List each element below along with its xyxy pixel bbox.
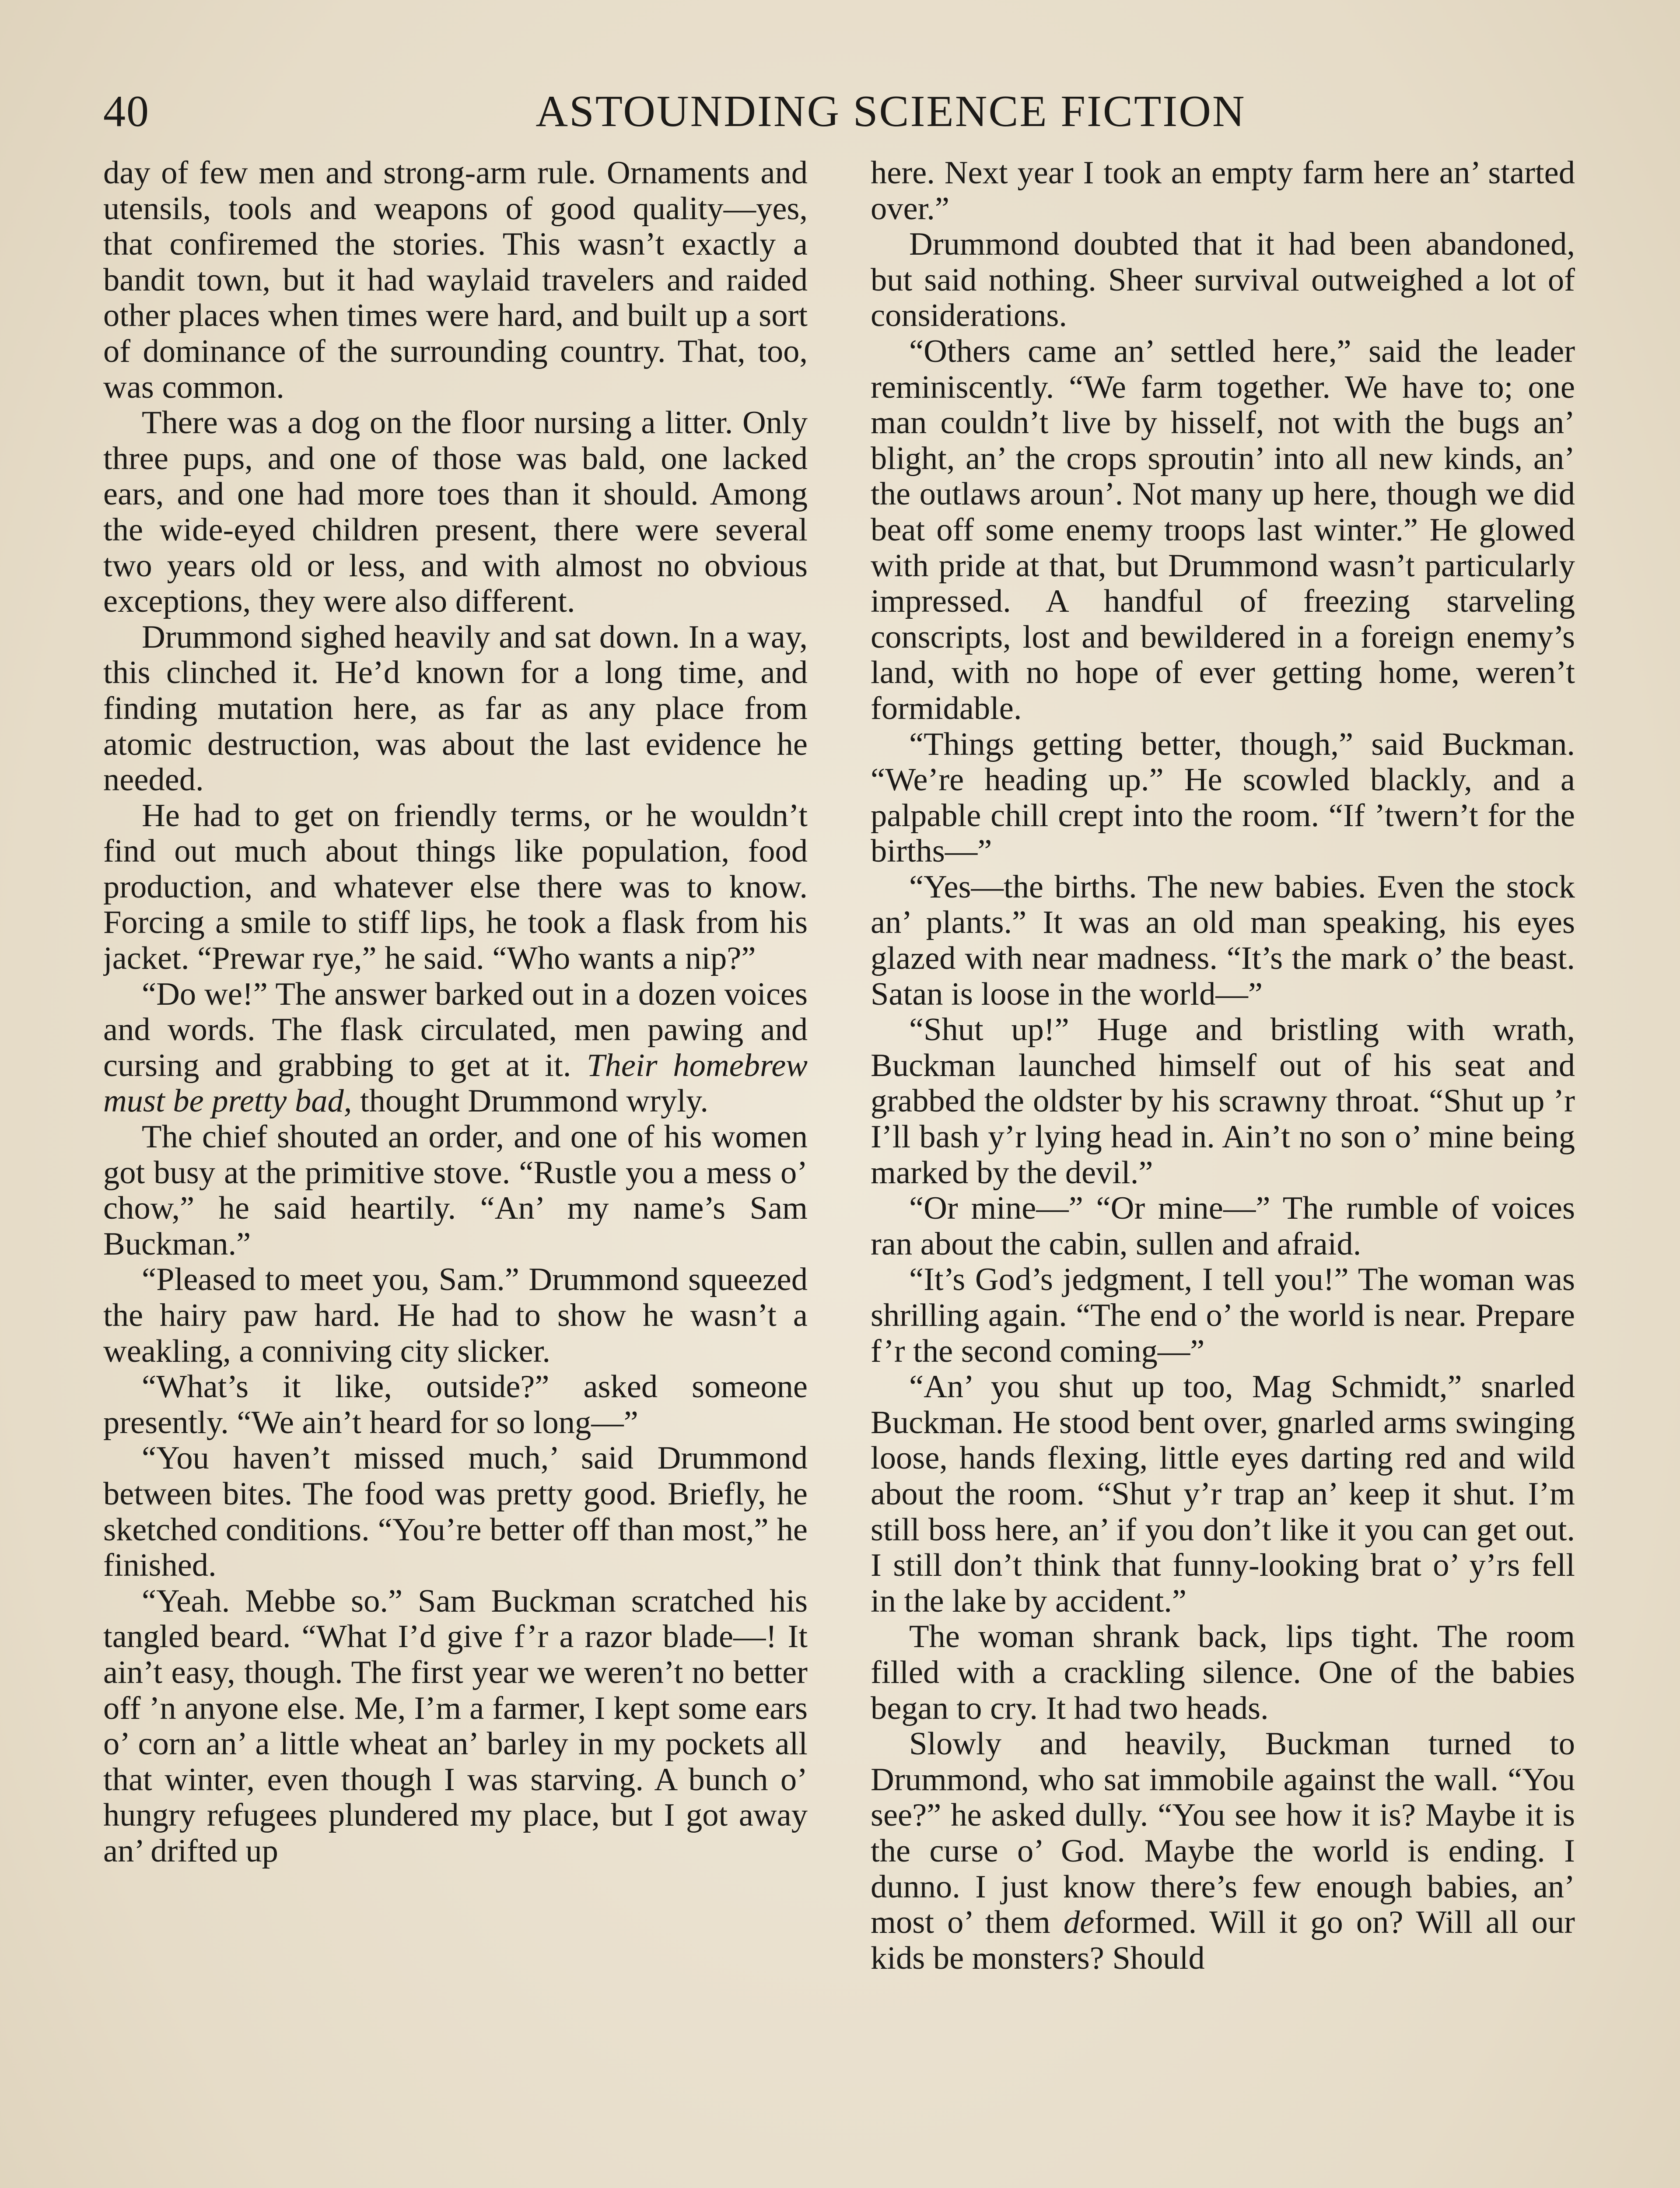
paragraph: “You haven’t missed much,’ said Drummond between bites. The food was pretty good. Briefly, he sketched conditions. “You’re better off than most,” he finished. xyxy=(103,1440,808,1584)
paragraph: “Yes—the births. The new babies. Even the stock an’ plants.” It was an old man speaking, his eyes glazed with near madness. “It’s the mark o’ the beast. Satan is loose in the world—” xyxy=(871,869,1575,1012)
paragraph-text: Slowly and heavily, Buckman turned to Drummond, who sat immobile against the wall. “You see?” he asked dully. “You see how it is? Maybe it is the curse o’ God. Maybe the world is ending. I dunno. I just know there’s few enough babies, an’ most o’ them xyxy=(871,1726,1575,1941)
paragraph-text: formed. Will it go on? Will all our kids be monsters? Should xyxy=(871,1904,1575,1976)
paragraph: “Yeah. Mebbe so.” Sam Buckman scratched his tangled beard. “What I’d give f’r a razor blade—! It ain’t easy, though. The first year we weren’t no better off ’n anyone else. Me, I’m a farmer, I kept some ears o’ corn an’ a little wheat an’ barley in my pockets all that winter, even though I was starving. A bunch o’ hungry refugees plundered my place, but I got away an’ drifted up xyxy=(103,1583,808,1869)
italic-thought: Their homebrew must be pretty bad, xyxy=(103,1047,808,1119)
paragraph: “Shut up!” Huge and bristling with wrath, Buckman launched himself out of his seat and grabbed the oldster by his scrawny throat. “Shut up ’r I’ll bash y’r lying head in. Ain’t no son o’ mine being marked by the devil.” xyxy=(871,1012,1575,1191)
left-column xyxy=(103,155,808,2188)
paragraph xyxy=(103,977,808,1119)
paragraph: The woman shrank back, lips tight. The room filled with a crackling silence. One of the babies began to cry. It had two heads. xyxy=(871,1619,1575,1726)
paragraph: day of few men and strong-arm rule. Ornaments and utensils, tools and weapons of good quality—yes, that confiremed the stories. This wasn’t exactly a bandit town, but it had waylaid travelers and raided other places when times were hard, and built up a sort of dominance of the surrounding country. That, too, was common. xyxy=(103,155,808,405)
paragraph: The chief shouted an order, and one of his women got busy at the primitive stove. “Rustle you a mess o’ chow,” he said heartily. “An’ my name’s Sam Buckman.” xyxy=(103,1119,808,1262)
paragraph: “Or mine—” “Or mine—” The rumble of voices ran about the cabin, sullen and afraid. xyxy=(871,1190,1575,1262)
paragraph-text: thought Drummond wryly. xyxy=(352,1083,708,1119)
paragraph: “An’ you shut up too, Mag Schmidt,” snarled Buckman. He stood bent over, gnarled arms swinging loose, hands flexing, little eyes darting red and wild about the room. “Shut y’r trap an’ keep it shut. I’m still boss here, an’ if you don’t like it you can get out. I still don’t think that funny-looking brat o’ y’rs fell in the lake by accident.” xyxy=(871,1369,1575,1619)
running-title: ASTOUNDING SCIENCE FICTION xyxy=(536,87,1246,136)
paragraph xyxy=(871,1726,1575,1976)
paragraph: “What’s it like, outside?” asked someone presently. “We ain’t heard for so long—” xyxy=(103,1369,808,1441)
right-column xyxy=(871,155,1575,2188)
paragraph: There was a dog on the floor nursing a litter. Only three pups, and one of those was bald, one lacked ears, and one had more toes than it should. Among the wide-eyed children present, there were several two years old or less, and with almost no obvious exceptions, they were also different. xyxy=(103,405,808,620)
paragraph: Drummond sighed heavily and sat down. In a way, this clinched it. He’d known for a long time, and finding mutation here, as far as any place from atomic destruction, was about the last evidence he needed. xyxy=(103,619,808,798)
paragraph: “Others came an’ settled here,” said the leader reminiscently. “We farm together. We have to; one man couldn’t live by hisself, not with the bugs an’ blight, an’ the crops sproutin’ into all new kinds, an’ the outlaws aroun’. Not many up here, though we did beat off some enemy troops last winter.” He glowed with pride at that, but Drummond wasn’t particularly impressed. A handful of freezing starveling conscripts, lost and bewildered in a foreign enemy’s land, with no hope of ever getting home, weren’t formidable. xyxy=(871,333,1575,726)
page-number: 40 xyxy=(103,87,150,136)
italic-emphasis: de xyxy=(1064,1904,1095,1941)
paragraph: here. Next year I took an empty farm here an’ started over.” xyxy=(871,155,1575,227)
paragraph: “Things getting better, though,” said Buckman. “We’re heading up.” He scowled blackly, and a palpable chill crept into the room. “If ’twern’t for the births—” xyxy=(871,726,1575,870)
paragraph: Drummond doubted that it had been abandoned, but said nothing. Sheer survival outweighed a lot of considerations. xyxy=(871,226,1575,334)
paragraph: He had to get on friendly terms, or he wouldn’t find out much about things like population, food production, and whatever else there was to know. Forcing a smile to stiff lips, he took a flask from his jacket. “Prewar rye,” he said. “Who wants a nip?” xyxy=(103,797,808,977)
paragraph: “It’s God’s jedgment, I tell you!” The woman was shrilling again. “The end o’ the world is near. Prepare f’r the second coming—” xyxy=(871,1262,1575,1369)
page-header xyxy=(103,83,1586,149)
paragraph: “Pleased to meet you, Sam.” Drummond squeezed the hairy paw hard. He had to show he wasn’t a weakling, a conniving city slicker. xyxy=(103,1262,808,1369)
paragraph-text: “Do we!” The answer barked out in a dozen voices and words. The flask circulated, men pawing and cursing and grabbing to get at it. xyxy=(103,976,808,1083)
